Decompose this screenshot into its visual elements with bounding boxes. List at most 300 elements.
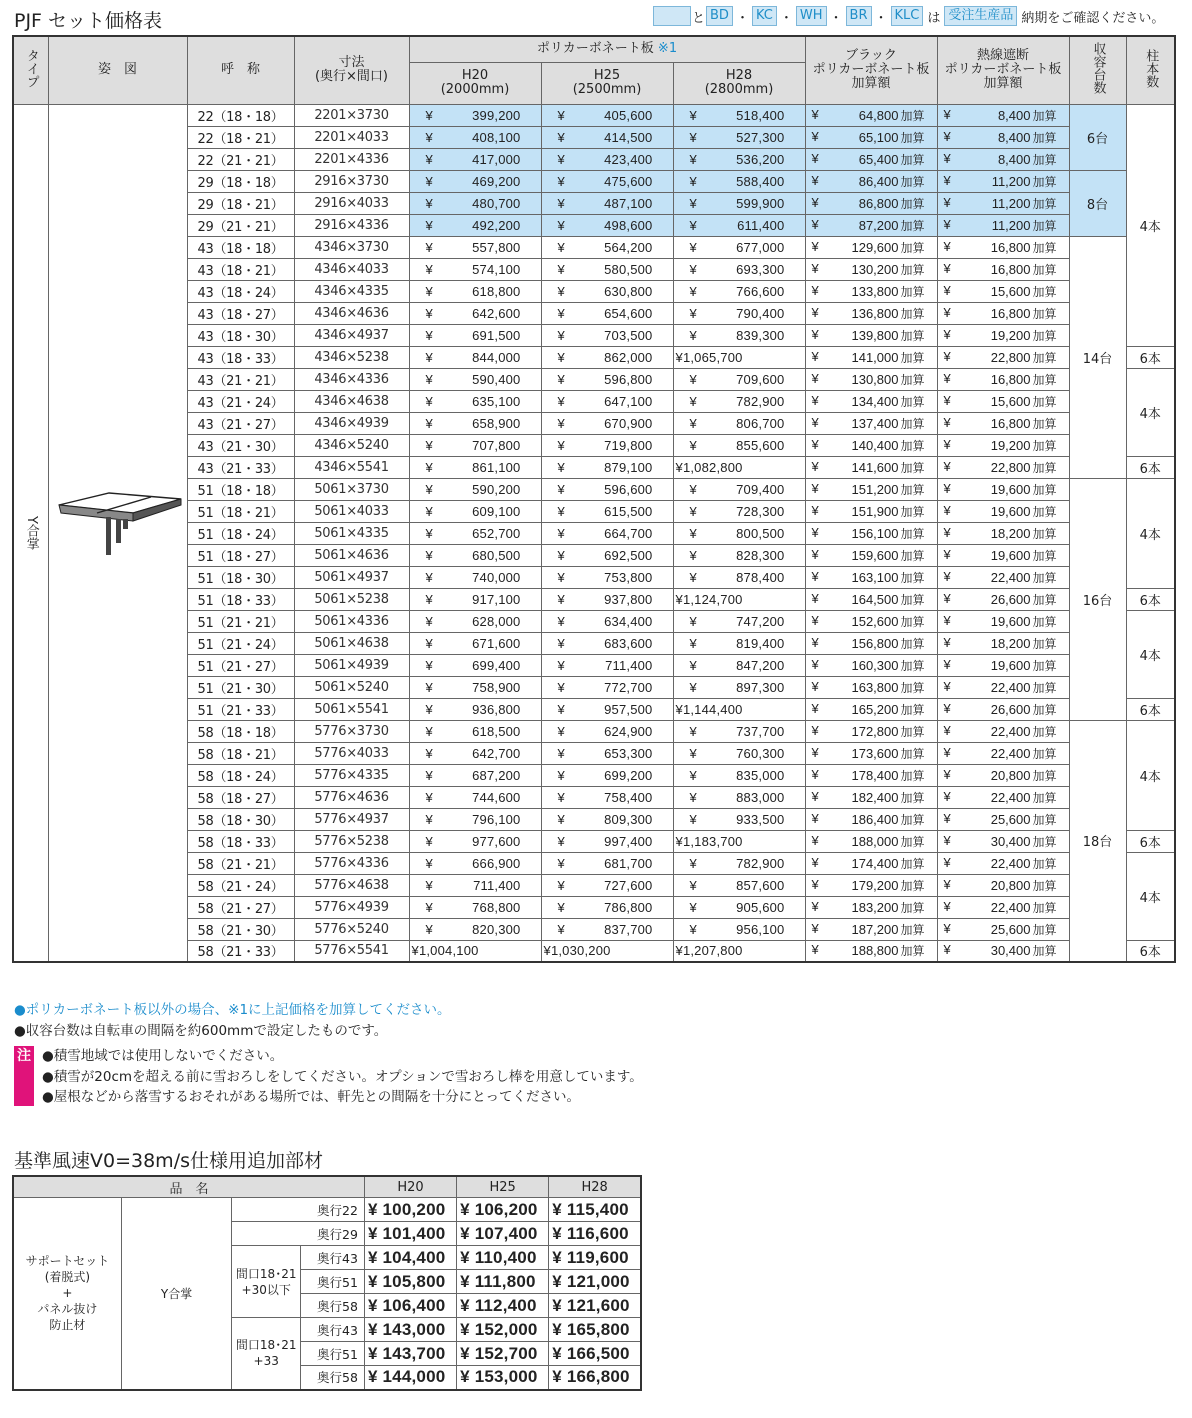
product-name-line: (着脱式) [44,1270,91,1285]
header-h25: H25 (2500mm) [541,62,673,104]
yen-sign: ¥ [425,217,433,233]
price-h25: ¥ 692,500 [541,544,673,566]
yen-sign: ¥ [811,788,819,804]
price-h20: ¥ 1,004,100 [409,940,541,962]
posts-cell: 6本 [1126,456,1175,478]
yen-sign: ¥ [811,282,819,298]
price-h28: ¥ 855,600 [673,434,805,456]
price-h25: ¥ 879,100 [541,456,673,478]
depth-label: 奥行58 [301,1294,365,1318]
yen-sign: ¥ [811,810,819,826]
yen-sign: ¥ [943,832,951,848]
add-label: 加算 [1032,372,1057,387]
width-group-line: +33 [253,1354,279,1369]
add-label: 加算 [900,350,925,365]
table-row [13,192,1175,214]
yen-sign: ¥ [689,569,697,585]
black-add-cell: ¥ 178,400 加算 [805,764,937,786]
yen-sign: ¥ [425,679,433,695]
black-add-cell: ¥ 188,800 加算 [805,940,937,962]
black-add-cell: ¥ 188,000 加算 [805,830,937,852]
yen-sign: ¥ [557,745,565,761]
table-row [13,148,1175,170]
price-h20: ¥ 936,800 [409,698,541,720]
capacity-cell: 6台 [1069,104,1126,170]
yen-sign: ¥ [552,1223,567,1243]
black-add-cell: ¥ 133,800 加算 [805,280,937,302]
product-name-line: 防止材 [49,1318,86,1333]
yen-sign: ¥ [557,723,565,739]
sub-price-h28: ¥ 121,600 [549,1294,641,1318]
product-name-cell [13,1198,121,1390]
price-h28: ¥ 857,600 [673,874,805,896]
yen-sign: ¥ [811,920,819,936]
add-label: 加算 [900,152,925,167]
yen-sign: ¥ [943,524,951,540]
add-label: 加算 [1032,306,1057,321]
yen-sign: ¥ [367,1343,383,1363]
price-h25: ¥ 564,200 [541,236,673,258]
table-row [13,368,1175,390]
name-cell: 43（18・18） [187,236,294,258]
table-row [13,940,1175,962]
yen-sign: ¥ [811,744,819,760]
add-label: 加算 [1032,614,1057,629]
heat-add-cell: ¥ 15,600 加算 [937,390,1069,412]
black-add-cell: ¥ 163,100 加算 [805,566,937,588]
price-h20: ¥ 820,300 [409,918,541,940]
sub-price-h25: ¥ 110,400 [457,1246,549,1270]
yen-sign: ¥ [557,877,565,893]
add-label: 加算 [1032,702,1057,717]
yen-sign: ¥ [943,436,951,452]
price-h28: ¥ 1,124,700 [673,588,805,610]
yen-sign: ¥ [943,876,951,892]
dimension-cell: 5776×5238 [294,830,409,852]
name-cell: 58（21・33） [187,940,294,962]
heat-add-cell: ¥ 11,200 加算 [937,170,1069,192]
dimension-cell: 5776×4937 [294,808,409,830]
heat-add-cell: ¥ 22,400 加算 [937,786,1069,808]
yen-sign: ¥ [557,657,565,673]
add-label: 加算 [900,636,925,651]
name-cell: 58（21・21） [187,852,294,874]
black-add-cell: ¥ 186,400 加算 [805,808,937,830]
yen-sign: ¥ [811,128,819,144]
yen-sign: ¥ [811,568,819,584]
yen-sign: ¥ [367,1319,383,1339]
yen-sign: ¥ [557,349,565,365]
product-name-line: サポートセット [25,1254,110,1269]
yen-sign: ¥ [367,1295,383,1315]
price-h28: ¥ 933,500 [673,808,805,830]
heat-add-cell: ¥ 19,600 加算 [937,654,1069,676]
dimension-cell: 4346×5541 [294,456,409,478]
header-capacity: 収容台数 [1069,36,1126,104]
name-cell: 51（18・27） [187,544,294,566]
header-posts: 柱本数 [1126,36,1175,104]
yen-sign: ¥ [811,524,819,540]
price-table [12,35,1176,963]
yen-sign: ¥ [367,1367,383,1387]
legend-code-kc: KC [752,6,777,26]
black-add-cell: ¥ 86,400 加算 [805,170,937,192]
name-cell: 51（21・24） [187,632,294,654]
yen-sign: ¥ [943,326,951,342]
table-row [13,742,1175,764]
yen-sign: ¥ [943,260,951,276]
price-h25: ¥ 753,800 [541,566,673,588]
yen-sign: ¥ [943,414,951,430]
price-h25: ¥ 719,800 [541,434,673,456]
product-name-line: + [62,1286,73,1301]
price-h20: ¥ 671,600 [409,632,541,654]
legend-code-bd: BD [706,6,733,26]
heat-add-cell: ¥ 8,400 加算 [937,104,1069,126]
yen-sign: ¥ [943,898,951,914]
price-h28: ¥ 806,700 [673,412,805,434]
black-add-cell: ¥ 130,200 加算 [805,258,937,280]
yen-sign: ¥ [689,745,697,761]
sub-price-h20: ¥ 101,400 [364,1222,456,1246]
price-h20: ¥ 977,600 [409,830,541,852]
yen-sign: ¥ [425,789,433,805]
price-h25: ¥ 414,500 [541,126,673,148]
name-cell: 51（18・24） [187,522,294,544]
price-h28: ¥ 878,400 [673,566,805,588]
yen-sign: ¥ [811,700,819,716]
posts-cell: 4本 [1126,852,1175,940]
price-h25: ¥ 664,700 [541,522,673,544]
price-h28: ¥ 599,900 [673,192,805,214]
yen-sign: ¥ [811,766,819,782]
price-h25: ¥ 405,600 [541,104,673,126]
table-row [13,412,1175,434]
yen-sign: ¥ [460,1367,475,1387]
dimension-cell: 5061×4336 [294,610,409,632]
width-group-line: 間口18･21 [235,1266,297,1281]
yen-sign: ¥ [689,107,697,123]
yen-sign: ¥ [557,701,565,717]
add-label: 加算 [1032,768,1057,783]
dimension-cell: 4346×5240 [294,434,409,456]
table-row [13,610,1175,632]
yen-sign: ¥ [811,370,819,386]
sub-price-h28: ¥ 165,800 [549,1318,641,1342]
heat-add-cell: ¥ 20,800 加算 [937,764,1069,786]
price-h25: ¥ 758,400 [541,786,673,808]
add-label: 加算 [1032,394,1057,409]
header-type: タイプ [13,36,48,104]
yen-sign: ¥ [943,304,951,320]
black-add-cell: ¥ 156,100 加算 [805,522,937,544]
heat-add-cell: ¥ 22,800 加算 [937,456,1069,478]
yen-sign: ¥ [425,723,433,739]
legend-check: 納期をご確認ください。 [1021,10,1165,26]
yen-sign: ¥ [557,569,565,585]
yen-sign: ¥ [811,326,819,342]
table-row [13,874,1175,896]
price-h28: ¥ 709,600 [673,368,805,390]
name-cell: 43（21・21） [187,368,294,390]
dimension-cell: 5061×5541 [294,698,409,720]
add-label: 加算 [1032,636,1057,651]
yen-sign: ¥ [425,239,433,255]
price-h25: ¥ 772,700 [541,676,673,698]
table-row [13,104,1175,126]
heat-add-cell: ¥ 19,600 加算 [937,610,1069,632]
yen-sign: ¥ [811,260,819,276]
yen-sign: ¥ [689,371,697,387]
yen-sign: ¥ [811,392,819,408]
posts-cell: 6本 [1126,346,1175,368]
yen-sign: ¥ [689,635,697,651]
add-label: 加算 [1032,174,1057,189]
caution-block [14,1046,643,1108]
black-add-cell: ¥ 152,600 加算 [805,610,937,632]
yen-sign: ¥ [425,107,433,123]
yen-sign: ¥ [811,634,819,650]
heat-add-cell: ¥ 19,200 加算 [937,324,1069,346]
yen-sign: ¥ [557,217,565,233]
yen-sign: ¥ [552,1319,567,1339]
caution-item: ●積雪が20cmを超える前に雪おろしをしてください。オプションで雪おろし棒を用意しています。 [42,1068,643,1085]
price-h20: ¥ 680,500 [409,544,541,566]
yen-sign: ¥ [552,1199,567,1219]
black-add-cell: ¥ 160,300 加算 [805,654,937,676]
yen-sign: ¥ [689,679,697,695]
add-label: 加算 [900,548,925,563]
posts-cell: 4本 [1126,104,1175,346]
add-label: 加算 [900,900,925,915]
price-h20: ¥ 691,500 [409,324,541,346]
yen-sign: ¥ [367,1247,383,1267]
name-cell: 58（18・33） [187,830,294,852]
black-add-cell: ¥ 156,800 加算 [805,632,937,654]
price-h25: ¥ 580,500 [541,258,673,280]
yen-sign: ¥ [811,898,819,914]
yen-sign: ¥ [811,502,819,518]
black-add-cell: ¥ 182,400 加算 [805,786,937,808]
yen-sign: ¥ [425,811,433,827]
black-add-cell: ¥ 151,900 加算 [805,500,937,522]
yen-sign: ¥ [811,678,819,694]
yen-sign: ¥ [552,1271,567,1291]
yen-sign: ¥ [425,767,433,783]
sub-header-h25: H25 [457,1176,549,1198]
heat-add-cell: ¥ 15,600 加算 [937,280,1069,302]
dimension-cell: 5776×4939 [294,896,409,918]
yen-sign: ¥ [460,1271,475,1291]
price-h20: ¥ 861,100 [409,456,541,478]
price-h28: ¥ 747,200 [673,610,805,632]
sub-price-h20: ¥ 144,000 [364,1366,456,1390]
heat-add-cell: ¥ 18,200 加算 [937,522,1069,544]
name-cell: 58（18・27） [187,786,294,808]
yen-sign: ¥ [425,459,433,475]
price-h20: ¥ 618,500 [409,720,541,742]
price-h20: ¥ 469,200 [409,170,541,192]
yen-sign: ¥ [943,392,951,408]
yen-sign: ¥ [689,305,697,321]
table-row [13,918,1175,940]
price-h20: ¥ 687,200 [409,764,541,786]
depth-label: 奥行43 [301,1318,365,1342]
name-cell: 51（21・21） [187,610,294,632]
add-label: 加算 [900,746,925,761]
table-row [13,786,1175,808]
sub-price-h25: ¥ 107,400 [457,1222,549,1246]
price-h20: ¥ 408,100 [409,126,541,148]
dimension-cell: 4346×4638 [294,390,409,412]
yen-sign: ¥ [557,415,565,431]
price-h20: ¥ 658,900 [409,412,541,434]
yen-sign: ¥ [943,282,951,298]
add-label: 加算 [900,526,925,541]
yen-sign: ¥ [689,789,697,805]
price-h20: ¥ 711,400 [409,874,541,896]
add-label: 加算 [1032,350,1057,365]
yen-sign: ¥ [425,415,433,431]
sub-header-name: 品 名 [13,1176,364,1198]
yen-sign: ¥ [460,1319,475,1339]
add-label: 加算 [900,878,925,893]
yen-sign: ¥ [943,634,951,650]
yen-sign: ¥ [943,612,951,628]
yen-sign: ¥ [689,261,697,277]
heat-add-cell: ¥ 22,400 加算 [937,896,1069,918]
add-label: 加算 [900,262,925,277]
price-h28: ¥ 728,300 [673,500,805,522]
posts-cell: 6本 [1126,698,1175,720]
header-h20: H20 (2000mm) [409,62,541,104]
add-label: 加算 [1032,262,1057,277]
sub-header-h20: H20 [364,1176,456,1198]
carport-figure-icon [53,491,183,571]
price-h28: ¥ 611,400 [673,214,805,236]
product-name-line: パネル抜け [37,1302,98,1317]
sub-price-h25: ¥ 153,000 [457,1366,549,1390]
depth-label: 奥行22 [232,1198,365,1222]
name-cell: 58（21・30） [187,918,294,940]
name-cell: 58（21・24） [187,874,294,896]
legend-code-wh: WH [796,6,827,26]
black-add-cell: ¥ 164,500 加算 [805,588,937,610]
yen-sign: ¥ [689,613,697,629]
yen-sign: ¥ [367,1199,383,1219]
dimension-cell: 4346×5238 [294,346,409,368]
depth-label: 奥行43 [301,1246,365,1270]
yen-sign: ¥ [557,855,565,871]
table-row [13,302,1175,324]
price-h20: ¥ 628,000 [409,610,541,632]
table-row [13,500,1175,522]
name-cell: 29（18・18） [187,170,294,192]
capacity-cell: 8台 [1069,170,1126,236]
note-item: ●ポリカーボネート板以外の場合、※1に上記価格を加算してください。 [14,1002,451,1018]
sub-header-h28: H28 [549,1176,641,1198]
name-cell: 51（18・30） [187,566,294,588]
heat-add-cell: ¥ 16,800 加算 [937,258,1069,280]
add-label: 加算 [1032,834,1057,849]
dimension-cell: 4346×4636 [294,302,409,324]
posts-cell: 4本 [1126,610,1175,698]
table-row [13,236,1175,258]
yen-sign: ¥ [943,348,951,364]
name-cell: 51（18・33） [187,588,294,610]
add-label: 加算 [1032,504,1057,519]
yen-sign: ¥ [425,525,433,541]
yen-sign: ¥ [675,349,683,365]
yen-sign: ¥ [425,899,433,915]
black-add-cell: ¥ 137,400 加算 [805,412,937,434]
yen-sign: ¥ [460,1223,475,1243]
price-h20: ¥ 796,100 [409,808,541,830]
dimension-cell: 2916×4033 [294,192,409,214]
price-h20: ¥ 768,800 [409,896,541,918]
add-label: 加算 [1032,658,1057,673]
yen-sign: ¥ [367,1223,383,1243]
yen-sign: ¥ [811,480,819,496]
yen-sign: ¥ [557,921,565,937]
black-add-cell: ¥ 141,600 加算 [805,456,937,478]
price-h25: ¥ 809,300 [541,808,673,830]
yen-sign: ¥ [689,877,697,893]
table-row [13,698,1175,720]
name-cell: 43（21・27） [187,412,294,434]
price-h28: ¥ 1,207,800 [673,940,805,962]
yen-sign: ¥ [943,744,951,760]
black-add-cell: ¥ 65,100 加算 [805,126,937,148]
name-cell: 58（18・30） [187,808,294,830]
price-h20: ¥ 707,800 [409,434,541,456]
add-label: 加算 [900,856,925,871]
black-add-cell: ¥ 64,800 加算 [805,104,937,126]
dimension-cell: 5061×4638 [294,632,409,654]
add-label: 加算 [1032,746,1057,761]
add-label: 加算 [1032,284,1057,299]
black-add-cell: ¥ 130,800 加算 [805,368,937,390]
heat-add-cell: ¥ 16,800 加算 [937,236,1069,258]
table-row [13,720,1175,742]
sub-price-h20: ¥ 104,400 [364,1246,456,1270]
additional-parts-table [12,1175,642,1391]
yen-sign: ¥ [689,393,697,409]
yen-sign: ¥ [943,810,951,826]
notes [14,1000,451,1042]
add-label: 加算 [900,834,925,849]
heat-add-cell: ¥ 22,800 加算 [937,346,1069,368]
yen-sign: ¥ [943,128,951,144]
header-heat: 熱線遮断 ポリカーボネート板 加算額 [937,36,1069,104]
price-h25: ¥ 786,800 [541,896,673,918]
heat-add-cell: ¥ 8,400 加算 [937,148,1069,170]
heat-add-cell: ¥ 25,600 加算 [937,808,1069,830]
yen-sign: ¥ [943,568,951,584]
add-label: 加算 [900,240,925,255]
heat-add-cell: ¥ 19,600 加算 [937,500,1069,522]
add-label: 加算 [1032,460,1057,475]
legend [652,6,1164,26]
black-add-cell: ¥ 165,200 加算 [805,698,937,720]
price-h20: ¥ 758,900 [409,676,541,698]
price-h28: ¥ 518,400 [673,104,805,126]
price-h25: ¥ 683,600 [541,632,673,654]
yen-sign: ¥ [943,194,951,210]
yen-sign: ¥ [943,942,951,958]
price-h20: ¥ 666,900 [409,852,541,874]
add-label: 加算 [1032,130,1057,145]
